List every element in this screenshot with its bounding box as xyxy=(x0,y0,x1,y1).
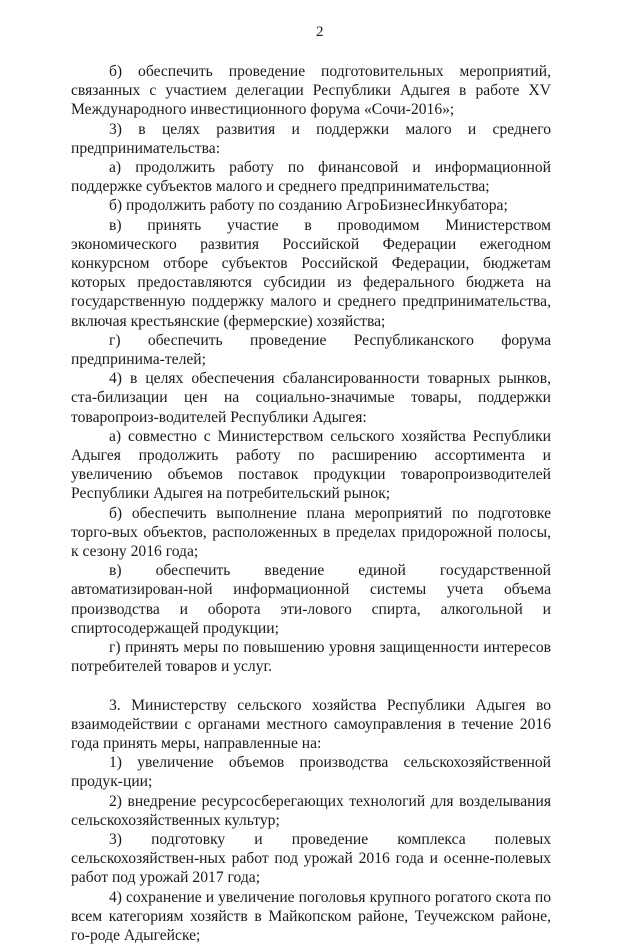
paragraph-section3-item1: 1) увеличение объемов производства сельскохозяйственной продук-ции; xyxy=(71,754,551,791)
paragraph-section2-item3: 3) в целях развития и поддержки малого и среднего предпринимательства: xyxy=(71,120,551,157)
paragraph-section2-item2b: б) обеспечить проведение подготовительных мероприятий, связанных с участием делегации Республики Адыгея в работе XV Международного инвестиционного форума «Сочи-2016»; xyxy=(71,63,551,119)
paragraph-section3-item3: 3) подготовку и проведение комплекса полевых сельскохозяйствен-ных работ под урожай 2016 года и осенне-полевых работ под урожай 2017 года; xyxy=(71,830,551,887)
paragraph-section3-item4: 4) сохранение и увеличение поголовья крупного рогатого скота по всем категориям хозяйств в Майкопском районе, Теучежском районе, го-роде Адыгейске; xyxy=(71,888,551,944)
page-number: 2 xyxy=(316,24,324,40)
paragraph-section2-item3b: б) продолжить работу по созданию АгроБизнесИнкубатора; xyxy=(109,197,508,215)
document-body xyxy=(71,62,551,945)
paragraph-section2-item4g: г) принять меры по повышению уровня защищенности интересов потребителей товаров и услуг. xyxy=(71,639,551,676)
paragraph-section2-item4v: в) обеспечить введение единой государственной автоматизирован-ной информационной системы учета объема производства и оборота эти-лового спирта, алкогольной и спиртосодержащей продукции; xyxy=(71,562,551,637)
paragraph-section2-item4b: б) обеспечить выполнение плана мероприятий по подготовке торго-вых объектов, расположенных в пределах придорожной полосы, к сезону 2016 года; xyxy=(71,504,551,561)
paragraph-section2-item3g: г) обеспечить проведение Республиканского форума предпринима-телей; xyxy=(71,331,551,369)
paragraph-section2-item3v: в) принять участие в проводимом Министерством экономического развития Российской Федерации ежегодном конкурсном отборе субъектов Российской Федерации, бюджетам которых предоставляются субсидии из федерального бюджета на государственную поддержку малого и среднего предпринимательства, включая крестьянские (фермерские) хозяйства; xyxy=(71,216,551,330)
paragraph-section3-intro: 3. Министерству сельского хозяйства Республики Адыгея во взаимодействии с органами местного самоуправления в течение 2016 года принять меры, направленные на: xyxy=(71,696,551,752)
paragraph-section2-item4: 4) в целях обеспечения сбалансированности товарных рынков, ста-билизации цен на социально-значимые товары, поддержки товаропроиз-водителей Республики Адыгея: xyxy=(71,370,551,426)
paragraph-section3-item2: 2) внедрение ресурсосберегающих технологий для возделывания сельскохозяйственных культур; xyxy=(71,792,551,829)
paragraph-section2-item3a: а) продолжить работу по финансовой и информационной поддержке субъектов малого и среднего предпринимательства; xyxy=(71,159,551,196)
paragraph-section2-item4a: а) совместно с Министерством сельского хозяйства Республики Адыгея продолжить работу по расширению ассортимента и увеличению объемов поставок продукции товаропроизводителей Республики Адыгея на потребительский рынок; xyxy=(71,427,551,503)
